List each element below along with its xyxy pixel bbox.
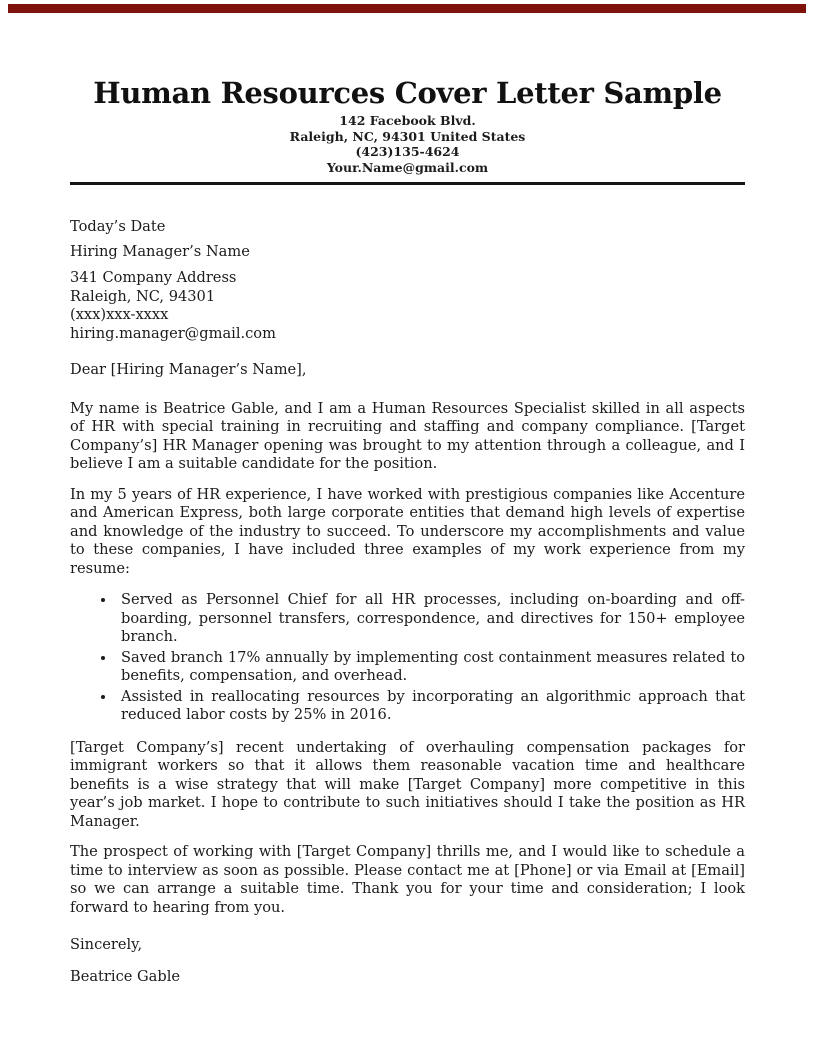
page-title: Human Resources Cover Letter Sample	[93, 76, 722, 110]
sender-phone: (423)135-4624	[355, 144, 460, 159]
valediction: Sincerely,	[70, 936, 143, 953]
paragraph-experience: In my 5 years of HR experience, I have worked with prestigious companies like Accenture and American Express, both large corporate entities that demand high levels of expertise and knowledge of the industry to succeed. To underscore my accomplishments and value to these companies, I have included three examples of my work experience from my resume:	[70, 485, 745, 577]
bullet-item: • Assisted in reallocating resources by incorporating an algorithmic approach that reduced labor costs by 25% in 2016.	[116, 688, 745, 725]
experience-bullet-list	[70, 591, 745, 725]
recipient-street: 341 Company Address	[70, 269, 237, 286]
header-divider	[70, 182, 745, 185]
sender-address-block	[70, 113, 745, 175]
bullet-item: • Served as Personnel Chief for all HR processes, including on-boarding and off-boarding, personnel transfers, correspondence, and directives for 150+ employee branch.	[116, 591, 745, 647]
letter-header	[70, 0, 745, 185]
bullet-item: • Saved branch 17% annually by implementing cost containment measures related to benefits, compensation, and overhead.	[116, 649, 745, 686]
recipient-email: hiring.manager@gmail.com	[70, 324, 276, 342]
paragraph-closing: The prospect of working with [Target Company] thrills me, and I would like to schedule a time to interview as soon as possible. Please contact me at [Phone] or via Email at [Email] so we can arrange a suitable time. Thank you for your time and consideration; I look forward to hearing from you.	[70, 843, 745, 916]
recipient-city: Raleigh, NC, 94301	[70, 287, 216, 305]
paragraph-intro: My name is Beatrice Gable, and I am a Human Resources Specialist skilled in all aspects of HR with special training in recruiting and staffing and company compliance. [Target Company’s] HR Manager opening was brought to my attention through a colleague, and I believe I am a suitable candidate for the position.	[70, 399, 745, 472]
letter-body	[70, 218, 745, 986]
sender-city: Raleigh, NC, 94301 United States	[289, 128, 526, 144]
top-accent-bar	[8, 4, 806, 13]
recipient-name: Hiring Manager’s Name	[70, 242, 250, 260]
recipient-phone: (xxx)xxx-xxxx	[70, 306, 169, 323]
date-line: Today’s Date	[70, 218, 166, 235]
paragraph-company: [Target Company’s] recent undertaking of overhauling compensation packages for immigrant workers so that it allows them reasonable vacation time and healthcare benefits is a wise strategy that will make [Target Company] more competitive in this year’s job market. I hope to contribute to such initiatives should I take the position as HR Manager.	[70, 738, 745, 830]
sender-street: 142 Facebook Blvd.	[339, 113, 476, 128]
salutation: Dear [Hiring Manager’s Name],	[70, 361, 307, 378]
sender-email: Your.Name@gmail.com	[326, 159, 489, 175]
signature-name: Beatrice Gable	[70, 967, 181, 985]
recipient-address-block	[70, 269, 745, 343]
